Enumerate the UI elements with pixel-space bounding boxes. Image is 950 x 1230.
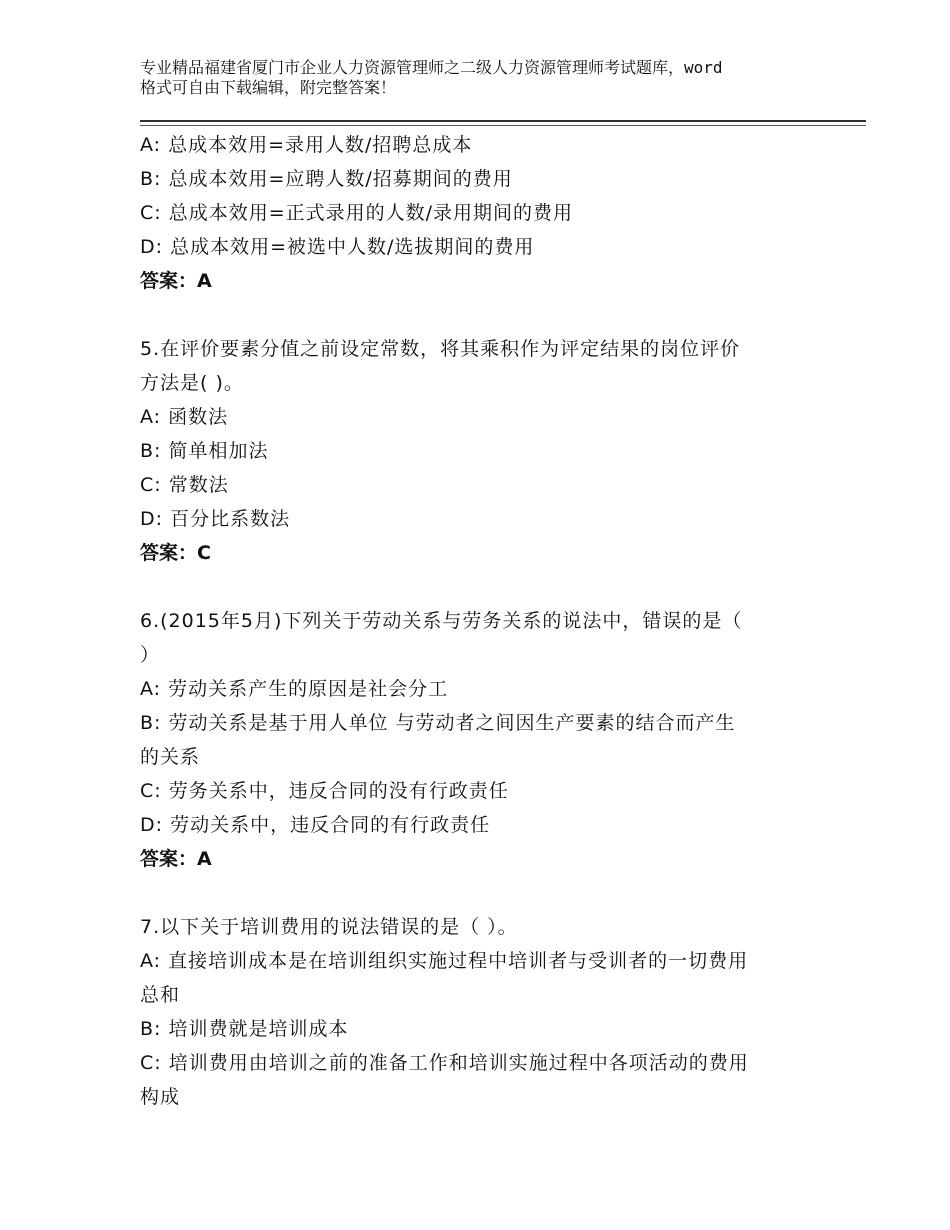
- question-list: [140, 128, 840, 1114]
- question-stem: 7.以下关于培训费用的说法错误的是（ ）。: [140, 916, 518, 938]
- question-7: [140, 910, 840, 1114]
- spacer: [140, 876, 840, 910]
- question-6: [140, 604, 840, 876]
- question-4: [140, 128, 840, 298]
- option-c: C: 总成本效用=正式录用的人数/录用期间的费用: [140, 202, 574, 224]
- option-a: A: 函数法: [140, 406, 229, 428]
- option-c: C: 培训费用由培训之前的准备工作和培训实施过程中各项活动的费用: [140, 1052, 749, 1074]
- option-a: A: 直接培训成本是在培训组织实施过程中培训者与受训者的一切费用: [140, 950, 749, 972]
- option-c: C: 劳务关系中，违反合同的没有行政责任: [140, 780, 509, 802]
- option-b: B: 培训费就是培训成本: [140, 1018, 349, 1040]
- spacer: [140, 570, 840, 604]
- option-b: B: 总成本效用=应聘人数/招募期间的费用: [140, 168, 513, 190]
- answer: 答案：A: [140, 848, 212, 870]
- option-a: A: 劳动关系产生的原因是社会分工: [140, 678, 449, 700]
- option-b: B: 劳动关系是基于用人单位 与劳动者之间因生产要素的结合而产生: [140, 712, 736, 734]
- question-stem-cont: ）: [140, 644, 161, 666]
- option-c: C: 常数法: [140, 474, 229, 496]
- option-d: D: 劳动关系中，违反合同的有行政责任: [140, 814, 491, 836]
- question-stem: 5.在评价要素分值之前设定常数，将其乘积作为评定结果的岗位评价: [140, 338, 741, 360]
- spacer: [140, 298, 840, 332]
- question-stem-cont: 方法是( )。: [140, 372, 244, 394]
- header-rule-thick: [140, 120, 866, 122]
- option-d: D: 百分比系数法: [140, 508, 291, 530]
- answer: 答案：A: [140, 270, 212, 292]
- option-a: A: 总成本效用=录用人数/招聘总成本: [140, 134, 473, 156]
- header-line-2: 格式可自由下载编辑，附完整答案！: [140, 78, 397, 97]
- question-5: [140, 332, 840, 570]
- header-line-1: 专业精品福建省厦门市企业人力资源管理师之二级人力资源管理师考试题库，word: [140, 58, 723, 77]
- option-d: D: 总成本效用=被选中人数/选拔期间的费用: [140, 236, 535, 258]
- document-header: [140, 58, 830, 98]
- question-stem: 6.(2015年5月)下列关于劳动关系与劳务关系的说法中，错误的是（: [140, 610, 743, 632]
- answer: 答案：C: [140, 542, 211, 564]
- option-a-cont: 总和: [140, 984, 181, 1006]
- option-b-cont: 的关系: [140, 746, 201, 768]
- option-b: B: 简单相加法: [140, 440, 269, 462]
- header-rule-thin: [140, 125, 866, 126]
- option-c-cont: 构成: [140, 1086, 181, 1108]
